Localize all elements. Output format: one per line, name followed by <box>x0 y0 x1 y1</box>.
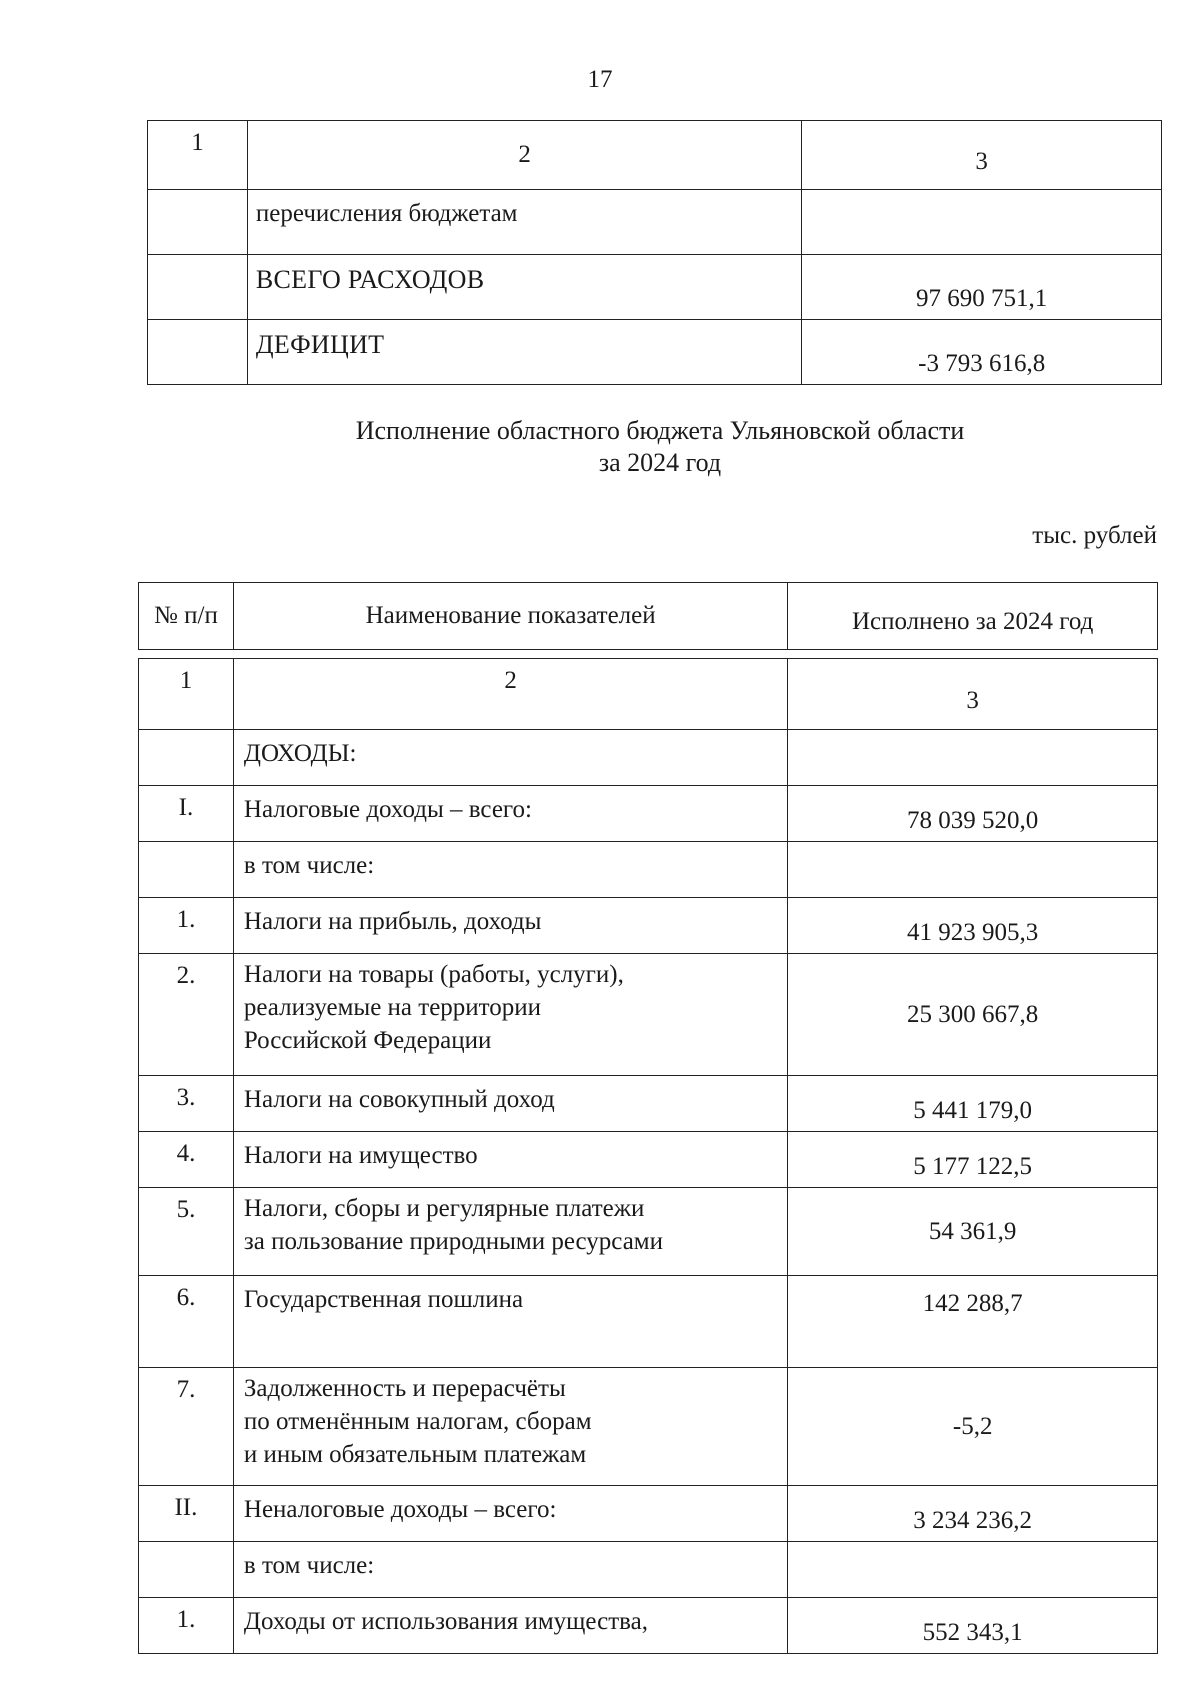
row-name: перечисления бюджетам <box>247 190 801 255</box>
column-header: Наименование показателей <box>233 583 787 650</box>
table-header-row <box>139 583 1158 650</box>
row-name <box>233 1368 787 1486</box>
row-name-line: Налоги на товары (работы, услуги), <box>243 961 624 988</box>
expenses-summary-table <box>147 120 1162 385</box>
row-name <box>233 1188 787 1276</box>
row-number: II. <box>139 1486 234 1542</box>
table-row <box>139 1598 1158 1654</box>
row-name: Налоги на имущество <box>233 1132 787 1188</box>
row-number: I. <box>139 786 234 842</box>
row-name-line: за пользование природными ресурсами <box>243 1228 664 1255</box>
row-number: 2. <box>139 954 234 1076</box>
header-gap <box>139 650 1158 659</box>
row-number: 4. <box>139 1132 234 1188</box>
column-number: 1 <box>139 659 234 730</box>
row-number: 6. <box>139 1276 234 1368</box>
row-value: 3 234 236,2 <box>788 1486 1158 1542</box>
column-header: Исполнено за 2024 год <box>788 583 1158 650</box>
table-row <box>139 1076 1158 1132</box>
table-row <box>139 898 1158 954</box>
table-row <box>139 730 1158 786</box>
column-header: № п/п <box>139 583 234 650</box>
row-number <box>148 320 248 385</box>
row-number <box>148 255 248 320</box>
row-name: Налоговые доходы – всего: <box>233 786 787 842</box>
table-row <box>148 255 1162 320</box>
table-row <box>139 954 1158 1076</box>
table-row <box>139 1368 1158 1486</box>
row-value: 5 441 179,0 <box>788 1076 1158 1132</box>
table-column-numbers-row <box>139 659 1158 730</box>
row-value: 25 300 667,8 <box>788 954 1158 1076</box>
column-number: 2 <box>233 659 787 730</box>
column-number: 3 <box>802 121 1162 190</box>
row-number <box>148 190 248 255</box>
row-value <box>788 730 1158 786</box>
row-number: 1. <box>139 898 234 954</box>
row-name: в том числе: <box>233 842 787 898</box>
table-row <box>139 1542 1158 1598</box>
row-name-line: по отменённым налогам, сборам <box>243 1408 592 1435</box>
table-row <box>139 1486 1158 1542</box>
row-name: ДЕФИЦИТ <box>247 320 801 385</box>
title-line: Исполнение областного бюджета Ульяновской области <box>355 416 965 445</box>
row-name: Налоги на прибыль, доходы <box>233 898 787 954</box>
row-value: 78 039 520,0 <box>788 786 1158 842</box>
row-name-line: реализуемые на территории <box>243 994 542 1021</box>
row-number <box>139 842 234 898</box>
row-value: 142 288,7 <box>788 1276 1158 1368</box>
row-number: 3. <box>139 1076 234 1132</box>
row-name: ВСЕГО РАСХОДОВ <box>247 255 801 320</box>
row-name: Доходы от использования имущества, <box>233 1598 787 1654</box>
row-name-line: Российской Федерации <box>243 1027 492 1054</box>
row-number: 7. <box>139 1368 234 1486</box>
row-value <box>802 190 1162 255</box>
row-value: -5,2 <box>788 1368 1158 1486</box>
row-value: 54 361,9 <box>788 1188 1158 1276</box>
row-value: 97 690 751,1 <box>802 255 1162 320</box>
row-value <box>788 842 1158 898</box>
row-value <box>788 1542 1158 1598</box>
row-name: Неналоговые доходы – всего: <box>233 1486 787 1542</box>
column-number: 1 <box>148 121 248 190</box>
table-row <box>148 190 1162 255</box>
row-name <box>233 954 787 1076</box>
page-number: 17 <box>587 66 613 93</box>
row-number <box>139 1542 234 1598</box>
column-number: 3 <box>788 659 1158 730</box>
row-number <box>139 730 234 786</box>
title-line: за 2024 год <box>598 448 722 477</box>
table-row <box>139 1132 1158 1188</box>
document-title <box>0 415 1200 479</box>
row-name-line: Налоги, сборы и регулярные платежи <box>243 1195 645 1222</box>
row-name-line: Задолженность и перерасчёты <box>243 1375 566 1402</box>
table-column-numbers-row <box>148 121 1162 190</box>
row-value: 5 177 122,5 <box>788 1132 1158 1188</box>
budget-execution-table <box>138 582 1158 1654</box>
row-name: Государственная пошлина <box>233 1276 787 1368</box>
units-label: тыс. рублей <box>1032 522 1157 549</box>
table-row <box>139 786 1158 842</box>
row-number: 5. <box>139 1188 234 1276</box>
row-name: ДОХОДЫ: <box>233 730 787 786</box>
row-number: 1. <box>139 1598 234 1654</box>
table-row <box>139 842 1158 898</box>
row-value: 41 923 905,3 <box>788 898 1158 954</box>
table-row <box>139 1188 1158 1276</box>
row-value: -3 793 616,8 <box>802 320 1162 385</box>
table-row <box>148 320 1162 385</box>
column-number: 2 <box>247 121 801 190</box>
row-value: 552 343,1 <box>788 1598 1158 1654</box>
row-name: в том числе: <box>233 1542 787 1598</box>
table-row <box>139 1276 1158 1368</box>
row-name-line: и иным обязательным платежам <box>243 1441 587 1468</box>
row-name: Налоги на совокупный доход <box>233 1076 787 1132</box>
